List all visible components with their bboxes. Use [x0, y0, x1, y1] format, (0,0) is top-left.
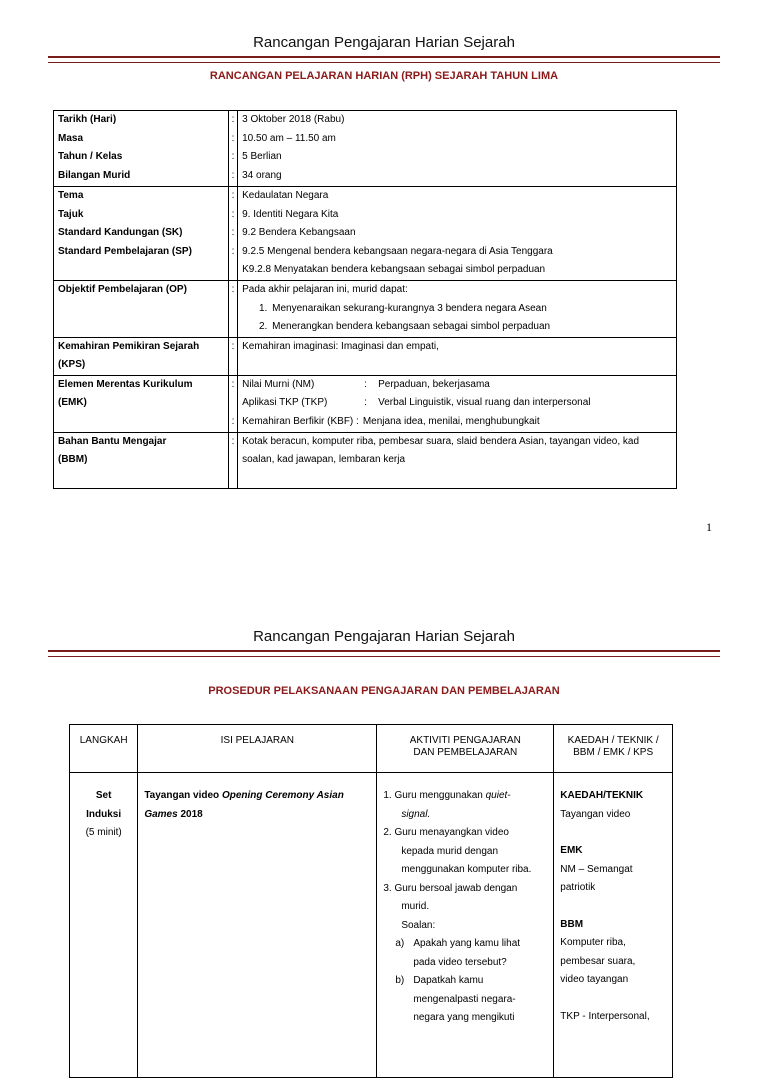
label-emk-1: Elemen Merentas Kurikulum — [58, 378, 193, 390]
label-sk: Standard Kandungan (SK) — [58, 227, 183, 238]
colon-cell — [228, 281, 237, 338]
colon: : — [231, 208, 235, 220]
aktiviti-cell — [377, 773, 554, 1078]
value-masa: 10.50 am – 11.50 am — [242, 132, 336, 144]
colon-cell — [228, 375, 237, 432]
value-tajuk: 9. Identiti Negara Kita — [242, 208, 339, 220]
page-header: Rancangan Pengajaran Harian Sejarah — [253, 34, 515, 51]
label-bbm-2: (BBM) — [58, 454, 88, 465]
value-tema: Kedaulatan Negara — [242, 190, 329, 201]
rph-info-table — [53, 110, 677, 489]
emk-value: NM – Semangat — [560, 863, 633, 875]
colon: : — [364, 397, 367, 408]
colon: : — [231, 415, 235, 427]
page-header: Rancangan Pengajaran Harian Sejarah — [253, 628, 515, 645]
question-b-text-2: mengenalpasti negara- — [413, 993, 516, 1005]
isi-italic-2: Games — [144, 808, 178, 820]
isi-italic-1: Opening Ceremony Asian — [221, 790, 344, 801]
value-tahun: 5 Berlian — [242, 151, 282, 162]
emk-tkp-value: Verbal Linguistik, visual ruang dan interpersonal — [378, 397, 591, 408]
label-emk-2: (EMK) — [58, 397, 87, 408]
col-header-aktiviti — [377, 725, 554, 773]
row-labels — [54, 187, 229, 281]
value-op-intro: Pada akhir pelajaran ini, murid dapat: — [242, 284, 408, 295]
colon: : — [231, 245, 235, 257]
label-tahun: Tahun / Kelas — [58, 151, 123, 162]
col-header-aktiviti-1: AKTIVITI PENGAJARAN — [409, 735, 521, 746]
col-header-aktiviti-2: DAN PEMBELAJARAN — [413, 747, 518, 758]
table-row — [54, 187, 677, 281]
question-a-text-2: pada video tersebut? — [413, 956, 507, 968]
row-labels — [54, 337, 229, 375]
colon-cell — [228, 111, 237, 187]
label-tema: Tema — [58, 190, 84, 201]
aktiviti-2-text-2: kepada murid dengan — [401, 845, 499, 857]
table-header-row — [70, 725, 673, 773]
page-number: 1 — [706, 520, 712, 534]
value-sp-2: K9.2.8 Menyatakan bendera kebangsaan sebagai simbol perpaduan — [242, 264, 546, 275]
step-duration: (5 minit) — [85, 827, 122, 838]
label-bilangan: Bilangan Murid — [58, 169, 131, 181]
aktiviti-1-italic: quiet- — [485, 790, 511, 801]
question-b-text-3: negara yang mengikuti — [413, 1012, 515, 1023]
value-kps: Kemahiran imaginasi: Imaginasi dan empati, — [238, 337, 677, 375]
table-row — [54, 375, 677, 432]
colon: : — [231, 151, 235, 162]
list-item: 2. Menerangkan bendera kebangsaan sebagai simbol perpaduan — [270, 318, 672, 337]
item-number: 1. — [383, 790, 392, 801]
aktiviti-3-text-2: murid. — [401, 901, 430, 912]
value-tarikh: 3 Oktober 2018 (Rabu) — [242, 114, 345, 125]
aktiviti-3-text: Guru bersoal jawab dengan — [394, 882, 518, 894]
header-rule — [48, 650, 720, 657]
colon: : — [231, 227, 235, 238]
col-header-kaedah-2: BBM / EMK / KPS — [573, 747, 654, 758]
colon: : — [231, 114, 235, 125]
emk-nm — [242, 376, 672, 395]
kaedah-heading: KAEDAH/TEKNIK — [560, 790, 644, 801]
aktiviti-1-italic-2: signal. — [401, 808, 431, 820]
col-header-isi: ISI PELAJARAN — [138, 725, 377, 773]
emk-nm-key: Nilai Murni (NM) — [242, 378, 315, 390]
header-rule — [48, 56, 720, 63]
bbm-value-3: video tayangan — [560, 974, 629, 985]
step-name-1: Set — [95, 790, 112, 801]
label-tajuk: Tajuk — [58, 208, 84, 220]
tkp-value: TKP - Interpersonal, — [560, 1010, 650, 1022]
label-op: Objektif Pembelajaran (OP) — [54, 281, 229, 338]
kaedah-cell — [554, 773, 673, 1078]
emk-tkp — [242, 394, 672, 413]
row-values — [238, 111, 677, 187]
bbm-heading: BBM — [560, 918, 584, 930]
colon: : — [231, 190, 235, 201]
procedure-title: PROSEDUR PELAKSANAAN PENGAJARAN DAN PEMBELAJARAN — [208, 685, 560, 697]
table-row — [54, 281, 677, 338]
op-list — [242, 300, 672, 337]
colon: : — [364, 378, 367, 390]
table-row — [54, 432, 677, 488]
table-row — [70, 773, 673, 1078]
emk-heading: EMK — [560, 845, 583, 856]
row-labels — [54, 111, 229, 187]
row-values — [238, 281, 677, 338]
step-cell — [70, 773, 138, 1078]
isi-prefix: Tayangan video — [144, 790, 222, 801]
table-row — [54, 337, 677, 375]
label-bbm-1: Bahan Bantu Mengajar — [58, 435, 167, 447]
question-label: a) — [395, 938, 405, 949]
aktiviti-2-text-3: menggunakan komputer riba. — [401, 864, 532, 875]
list-item: 1. Menyenaraikan sekurang-kurangnya 3 bendera negara Asean — [270, 300, 672, 319]
question-a-text: Apakah yang kamu lihat — [413, 938, 521, 949]
aktiviti-1-text: Guru menggunakan — [394, 790, 486, 801]
soalan-label: Soalan: — [401, 919, 436, 931]
colon: : — [231, 378, 235, 390]
item-number: 3. — [383, 882, 392, 894]
row-labels — [54, 375, 229, 432]
isi-suffix: 2018 — [177, 808, 203, 820]
item-number: 2. — [383, 827, 392, 838]
colon-cell — [228, 337, 237, 375]
label-masa: Masa — [58, 132, 84, 144]
table-row — [54, 111, 677, 187]
emk-kbf-value: Menjana idea, menilai, menghubungkait — [362, 415, 540, 427]
emk-tkp-key: Aplikasi TKP (TKP) — [242, 397, 328, 408]
row-labels — [54, 432, 229, 488]
value-bbm-2: soalan, kad jawapan, lembaran kerja — [242, 454, 406, 465]
colon-cell — [228, 432, 237, 488]
emk-value-2: patriotik — [560, 882, 596, 893]
colon: : — [231, 340, 235, 352]
colon: : — [231, 284, 235, 295]
bbm-value-2: pembesar suara, — [560, 955, 636, 967]
colon: : — [231, 132, 235, 144]
label-kps-2: (KPS) — [58, 359, 86, 370]
rph-title: RANCANGAN PELAJARAN HARIAN (RPH) SEJARAH TAHUN LIMA — [209, 70, 559, 82]
bbm-value-1: Komputer riba, — [560, 937, 626, 948]
colon: : — [231, 169, 235, 181]
col-header-kaedah-1: KAEDAH / TEKNIK / — [567, 735, 659, 746]
emk-kbf-key: Kemahiran Berfikir (KBF) : — [242, 415, 359, 427]
emk-kbf — [242, 413, 672, 432]
procedure-table — [69, 724, 673, 1078]
question-label: b) — [395, 975, 405, 986]
label-kps-1: Kemahiran Pemikiran Sejarah — [58, 340, 200, 352]
label-sp: Standard Pembelajaran (SP) — [58, 245, 192, 257]
step-name-2: Induksi — [86, 808, 122, 820]
label-tarikh: Tarikh (Hari) — [58, 114, 117, 125]
colon: : — [231, 435, 235, 447]
emk-nm-value: Perpaduan, bekerjasama — [378, 378, 490, 390]
isi-cell — [138, 773, 377, 1078]
kaedah-value: Tayangan video — [560, 808, 631, 820]
col-header-kaedah — [554, 725, 673, 773]
colon-cell — [228, 187, 237, 281]
col-header-langkah: LANGKAH — [70, 725, 138, 773]
value-sp-1: 9.2.5 Mengenal bendera kebangsaan negara-negara di Asia Tenggara — [242, 245, 553, 257]
value-bilangan: 34 orang — [242, 169, 282, 181]
value-bbm-1: Kotak beracun, komputer riba, pembesar suara, slaid bendera Asian, tayangan video, kad — [242, 435, 640, 447]
question-b-text: Dapatkah kamu — [413, 975, 484, 986]
row-values — [238, 375, 677, 432]
row-values — [238, 432, 677, 488]
value-sk: 9.2 Bendera Kebangsaan — [242, 227, 356, 238]
row-values — [238, 187, 677, 281]
aktiviti-2-text: Guru menayangkan video — [394, 827, 509, 838]
